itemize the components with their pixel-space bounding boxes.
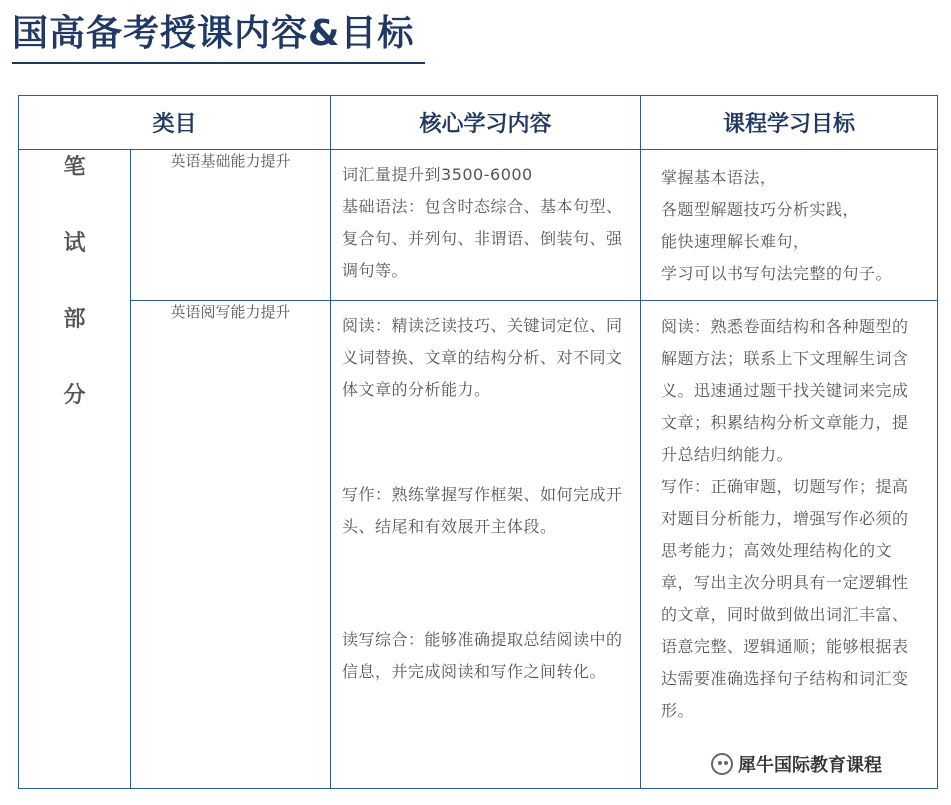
- watermark: [707, 750, 886, 778]
- table-header-row: [19, 96, 938, 150]
- category-reading-writing: 英语阅写能力提升: [131, 301, 331, 789]
- goal-item: 能快速理解长难句，: [661, 232, 810, 251]
- header-course-goals: 课程学习目标: [641, 96, 938, 150]
- section-char: 部: [63, 307, 86, 332]
- goal-reading: 阅读：熟悉卷面结构和各种题型的解题方法；联系上下文理解生词含义。迅速通过题干找关键词来完成文章；积累结构分析文章能力，提升总结归纳能力。: [661, 317, 909, 464]
- section-char: 笔: [63, 155, 86, 180]
- watermark-text: 犀牛国际教育课程: [738, 755, 882, 776]
- header-category: 类目: [19, 96, 331, 150]
- category-basic: 英语基础能力提升: [131, 150, 331, 301]
- section-char: 分: [63, 383, 86, 408]
- content-reading: 阅读：精读泛读技巧、关键词定位、同义词替换、文章的结构分析、对不同文体文章的分析能力。: [342, 316, 623, 399]
- content-integrated: 读写综合：能够准确提取总结阅读中的信息，并完成阅读和写作之间转化。: [342, 630, 623, 681]
- content-vocabulary: 词汇量提升到3500-6000: [342, 165, 533, 184]
- content-cell-basic: [331, 150, 641, 301]
- title-underline: [12, 62, 425, 64]
- content-grammar: 基础语法：包含时态综合、基本句型、复合句、并列句、非谓语、倒装句、强调句等。: [342, 197, 623, 280]
- goal-cell-basic: [641, 150, 938, 301]
- goal-writing: 写作：正确审题，切题写作；提高对题目分析能力，增强写作必须的思考能力；高效处理结构化的文章，写出主次分明具有一定逻辑性的文章，同时做到做出词汇丰富、语意完整、逻辑通顺；能够根据表达需要准确选择句子结构和词汇变形。: [661, 477, 909, 720]
- page-title: 国高备考授课内容&目标: [12, 13, 415, 54]
- header-core-content: 核心学习内容: [331, 96, 641, 150]
- goal-item: 各题型解题技巧分析实践，: [661, 200, 860, 219]
- section-label-written: [19, 150, 131, 789]
- goal-cell-reading-writing: [641, 301, 938, 789]
- section-char: 试: [63, 231, 86, 256]
- wechat-icon: [711, 753, 733, 775]
- table-row: [19, 301, 938, 789]
- goal-item: 学习可以书写句法完整的句子。: [661, 264, 893, 283]
- content-cell-reading-writing: [331, 301, 641, 789]
- course-table: [18, 95, 938, 789]
- content-writing: 写作：熟练掌握写作框架、如何完成开头、结尾和有效展开主体段。: [342, 485, 623, 536]
- table-row: [19, 150, 938, 301]
- goal-item: 掌握基本语法，: [661, 168, 777, 187]
